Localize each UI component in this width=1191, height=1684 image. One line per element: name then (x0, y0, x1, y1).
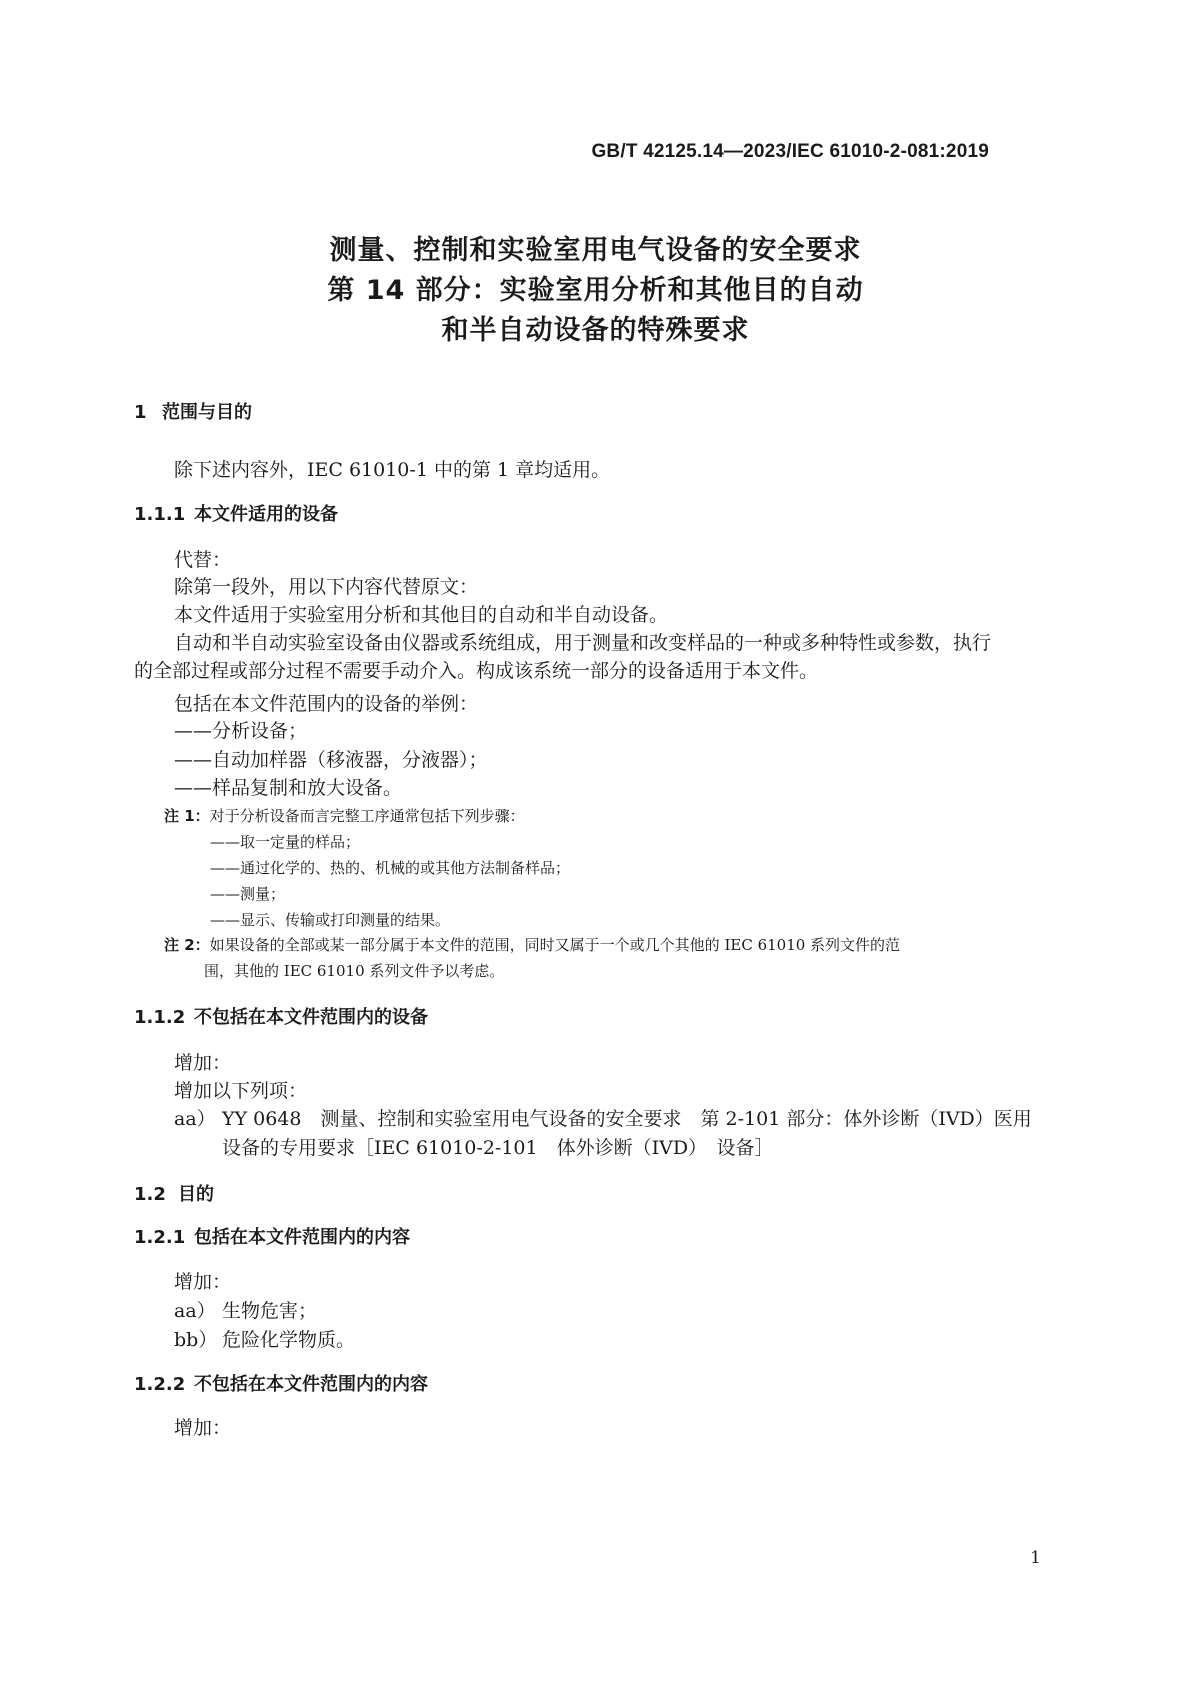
list-text: 生物危害； (222, 1300, 318, 1322)
note-list-item: ——显示、传输或打印测量的结果。 (210, 911, 451, 929)
list-item: ——自动加样器（移液器，分液器）； (174, 749, 488, 771)
section-number: 1.2 (134, 1184, 166, 1205)
section-1-1-2-heading (134, 1003, 428, 1029)
note-list-item: ——取一定量的样品； (210, 833, 361, 851)
note-1 (164, 805, 525, 826)
paragraph-replace: 代替： (174, 549, 232, 571)
note-list-item: ——通过化学的、热的、机械的或其他方法制备样品； (210, 859, 571, 877)
document-title-line-2: 第 14 部分：实验室用分析和其他目的自动 (327, 275, 864, 306)
section-1-1-1-heading (134, 500, 338, 526)
section-title: 目的 (178, 1184, 214, 1205)
section-1-heading (134, 398, 252, 424)
document-title-line-1: 测量、控制和实验室用电气设备的安全要求 (329, 235, 862, 266)
note-label: 注 2： (164, 936, 210, 954)
page-number: 1 (1030, 1548, 1041, 1568)
section-1-body: 除下述内容外，IEC 61010-1 中的第 1 章均适用。 (174, 459, 611, 481)
note-2 (164, 934, 900, 955)
list-text: YY 0648 测量、控制和实验室用电气设备的安全要求 第 2-101 部分：体外诊断（IVD）医用 (222, 1108, 1032, 1130)
section-number: 1.2.2 (134, 1374, 186, 1395)
note-list-item: ——测量； (210, 885, 286, 903)
list-label: aa） (174, 1108, 216, 1130)
section-1-2-heading (134, 1180, 214, 1206)
note-label: 注 1： (164, 807, 210, 825)
list-item-aa (174, 1104, 1032, 1131)
paragraph-replace-text: 除第一段外，用以下内容代替原文： (174, 576, 479, 598)
section-number: 1 (134, 402, 147, 423)
section-1-2-2-heading (134, 1370, 428, 1396)
paragraph-add: 增加： (174, 1052, 232, 1074)
list-text: 危险化学物质。 (222, 1329, 356, 1351)
list-item: ——分析设备； (174, 720, 308, 742)
section-1-2-1-heading (134, 1223, 410, 1249)
document-title-line-3: 和半自动设备的特殊要求 (441, 315, 750, 346)
note-2-continuation: 围，其他的 IEC 61010 系列文件予以考虑。 (204, 962, 505, 980)
section-title: 范围与目的 (162, 402, 252, 423)
note-text: 如果设备的全部或某一部分属于本文件的范围，同时又属于一个或几个其他的 IEC 61010 系列文件的范 (209, 936, 901, 954)
list-label: bb） (174, 1329, 218, 1351)
paragraph-definition-line-1: 自动和半自动实验室设备由仪器或系统组成，用于测量和改变样品的一种或多种特性或参数，执行 (174, 632, 992, 654)
section-title: 不包括在本文件范围内的设备 (194, 1007, 428, 1028)
list-label: aa） (174, 1300, 216, 1322)
list-item-aa (174, 1296, 317, 1323)
section-title: 不包括在本文件范围内的内容 (194, 1374, 428, 1395)
list-item-bb (174, 1325, 355, 1352)
list-item-aa-continuation: 设备的专用要求［IEC 61010-2-101 体外诊断（IVD） 设备］ (222, 1137, 774, 1159)
section-title: 包括在本文件范围内的内容 (194, 1227, 410, 1248)
standard-number: GB/T 42125.14—2023/IEC 61010-2-081:2019 (591, 141, 989, 162)
paragraph-add: 增加： (174, 1417, 232, 1439)
section-number: 1.2.1 (134, 1227, 186, 1248)
paragraph-definition-line-2: 的全部过程或部分过程不需要手动介入。构成该系统一部分的设备适用于本文件。 (134, 660, 819, 682)
paragraph-add-items: 增加以下列项： (174, 1080, 308, 1102)
paragraph-add: 增加： (174, 1271, 232, 1293)
section-number: 1.1.2 (134, 1007, 186, 1028)
paragraph-examples: 包括在本文件范围内的设备的举例： (174, 693, 479, 715)
note-text: 对于分析设备而言完整工序通常包括下列步骤： (209, 807, 525, 825)
section-number: 1.1.1 (134, 504, 186, 525)
list-item: ——样品复制和放大设备。 (174, 777, 403, 799)
section-title: 本文件适用的设备 (194, 504, 338, 525)
paragraph-scope: 本文件适用于实验室用分析和其他目的自动和半自动设备。 (174, 604, 669, 626)
